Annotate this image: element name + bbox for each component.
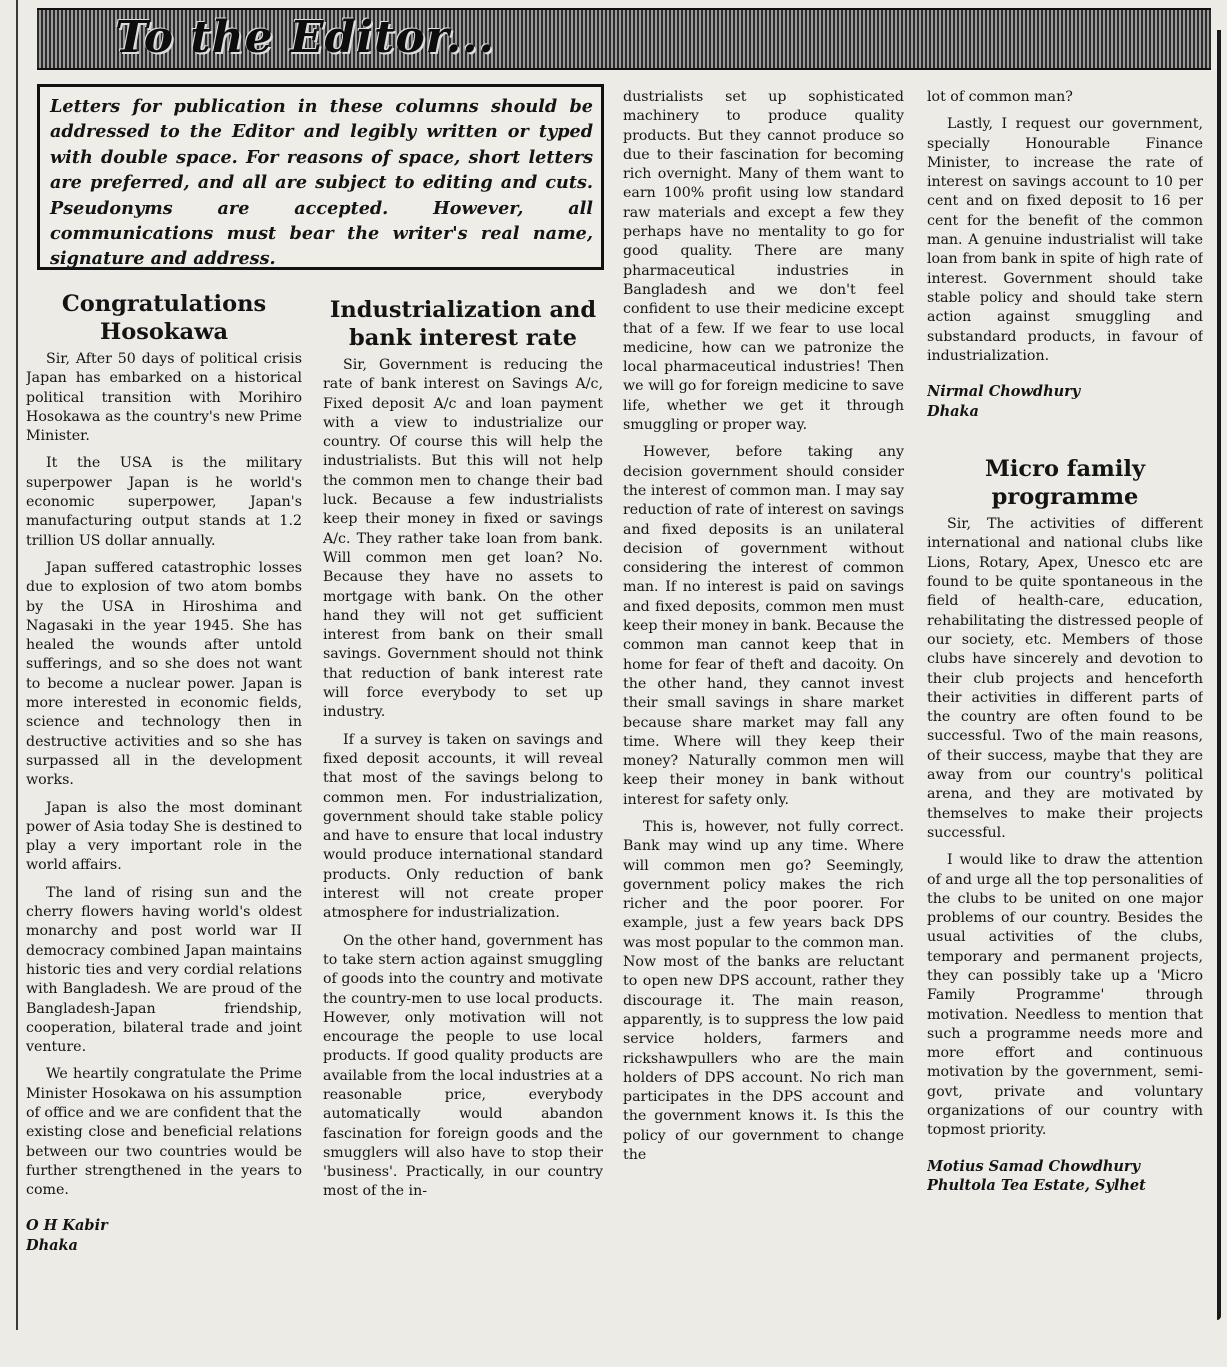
letter-paragraph: The land of rising sun and the cherry flowers having world's oldest monarchy and post world war II democracy combined Japan maintains historic ties and very cordial relations with Bangladesh. We are proud of the Bangladesh-Japan friendship, cooperation, bilateral trade and joint venture. (26, 884, 302, 1056)
letter-signature (26, 1216, 302, 1255)
section-title: To the Editor... (115, 12, 495, 63)
letter-paragraph: If a survey is taken on savings and fixed deposit accounts, it will reveal that most of the savings belong to common men. For industrialization, government should take stable policy and have to ensure that local industry would produce international standard products. Only reduction of bank interest will not create proper atmosphere for industrialization. (323, 731, 603, 922)
signature-place: Dhaka (927, 402, 979, 420)
letter-paragraph: However, before taking any decision government should consider the interest of common man. I may say reduction of rate of interest on savings and fixed deposits is an unilateral decision of government without considering the interest of common man. If no interest is paid on savings and fixed deposits, common men must keep their money in bank. Because the common man cannot keep that in home for fear of theft and dacoity. On the other hand, they cannot invest their small savings in share market because share market may fall any time. Where will they keep their money? Naturally common men will keep their money in bank without interest for safety only. (623, 444, 904, 808)
signature-name: O H Kabir (26, 1217, 108, 1235)
letter-industrialization-end-and-micro-family (927, 88, 1203, 1338)
signature-place: Dhaka (26, 1236, 78, 1254)
letter-paragraph: I would like to draw the attention of and urge all the top personalities of the clubs to be united on one major problems of our country. Besides the usual activities of the clubs, temporary and permanent projects, they can possibly take up a 'Micro Family Programme' through motivation. Needless to mention that such a programme needs more and more effort and continuous motivation by the government, semi-govt, private and voluntary organizations of our country with topmost priority. (927, 852, 1203, 1139)
letter-headline: Congratulations Hosokawa (61, 291, 267, 345)
letter-industrialization-part2 (623, 88, 904, 1338)
letter-signature (927, 382, 1203, 421)
letter-paragraph: Sir, The activities of different international and national clubs like Lions, Rotary, Apex, Unesco etc are found to be quite spontaneous in the field of health-care, education, rehabilitating the distressed people of our society, etc. Members of those clubs have sincerely and devotion to their club projects and henceforth their activities in different parts of the country are often found to be successful. Two of the main reasons, of their success, maybe that they are away from our country's political arena, and they are motivated by themselves to make their projects successful. (927, 516, 1203, 841)
letter-paragraph: On the other hand, government has to take stern action against smuggling of goods into the country and motivate the country-men to use local products. However, only motivation will not encourage the people to use local products. If good quality products are available from the local industries at a reasonable price, everybody automatically would abandon fascination for foreign goods and the smugglers will also have to stop their 'business'. Practically, in our country most of the in- (323, 932, 603, 1200)
letter-paragraph: dustrialists set up sophisticated machinery to produce quality products. But they cannot produce so due to their fascination for becoming rich overnight. Many of them want to earn 100% profit using low standard raw materials and except a few they perhaps have no mentality to go for good quality. There are many pharmaceutical industries in Bangladesh and we don't feel confident to use their medicine except that of a few. If we fear to use local medicine, how can we patronize the local pharmaceutical industries! Then we will go for foreign medicine to save life, whether we get it through smuggling or proper way. (623, 89, 904, 434)
page-edge-left (16, 0, 18, 1330)
letter-paragraph: We heartily congratulate the Prime Minister Hosokawa on his assumption of office and we are confident that the existing close and beneficial relations between our two countries would be further strengthened in the years to come. (26, 1066, 302, 1199)
letter-headline: Industrialization and bank interest rate (329, 297, 597, 351)
section-banner (37, 8, 1211, 70)
page-edge-right (1217, 30, 1221, 1320)
letter-paragraph: lot of common man? (927, 89, 1073, 105)
letter-paragraph: Sir, After 50 days of political crisis Japan has embarked on a historical political transition with Morihiro Hosokawa as the country's new Prime Minister. (26, 351, 302, 445)
letter-paragraph: This is, however, not fully correct. Bank may wind up any time. Where will common men go? Seemingly, government policy makes the rich richer and the poor poorer. For example, just a few years back DPS was most popular to the common man. Now most of the banks are reluctant to open new DPS account, rather they discourage it. The main reason, apparently, is to suppress the low paid service holders, farmers and rickshawpullers who are the main holders of DPS account. No rich man participates in the DPS account and the government knows it. Is this the policy of our government to change the (623, 818, 904, 1164)
signature-name: Motius Samad Chowdhury (927, 1157, 1140, 1175)
letter-paragraph: Japan is also the most dominant power of Asia today She is destined to play a very important role in the world affairs. (26, 799, 302, 874)
letter-paragraph: Lastly, I request our government, specially Honourable Finance Minister, to increase the rate of interest on savings account to 10 per cent and on fixed deposit to 16 per cent for the benefit of the common man. A genuine industrialist will take loan from bank in spite of high rate of interest. Government should take stable policy and should take stern action against smuggling and substandard products, in favour of industrialization. (927, 116, 1203, 364)
letter-paragraph: Sir, Government is reducing the rate of bank interest on Savings A/c, Fixed deposit A/c and loan payment with a view to industrialize our country. Of course this will help the industrialists. But this will not help the common men to change their bad luck. Because a few industrialists keep their money in fixed or savings A/c. They rather take loan from bank. Will common men get loan? No. Because they have no assets to mortgage with bank. On the other hand they will not get sufficient interest from bank on their small savings. Government should not think that reduction of bank interest rate will force everybody to set up industry. (323, 357, 603, 721)
submission-notice: Letters for publication in these columns should be addressed to the Editor and legibly written or typed with double space. For reasons of space, short letters are preferred, and all are subject to editing and cuts. Pseudonyms are accepted. However, all communications must bear the writer's real name, signature and address. (37, 84, 604, 270)
letter-paragraph: Japan suffered catastrophic losses due to explosion of two atom bombs by the USA in Hiroshima and Nagasaki in the year 1945. She has healed the wounds after untold sufferings, and so she does not want to become a nuclear power. Japan is more interested in economic fields, science and technology then in destructive activities and so she has surpassed all in the development works. (26, 559, 302, 789)
letter-industrialization-part1 (323, 296, 603, 1336)
letter-paragraph: It the USA is the military superpower Japan is he world's economic superpower, Japan's manufacturing output stands at 1.2 trillion US dollar annually. (26, 455, 302, 549)
signature-place: Phultola Tea Estate, Sylhet (927, 1177, 1146, 1195)
signature-name: Nirmal Chowdhury (927, 383, 1081, 401)
letter-headline: Micro family programme (984, 456, 1146, 511)
letter-signature (927, 1157, 1203, 1196)
letter-congratulations-hosokawa (26, 290, 302, 1330)
